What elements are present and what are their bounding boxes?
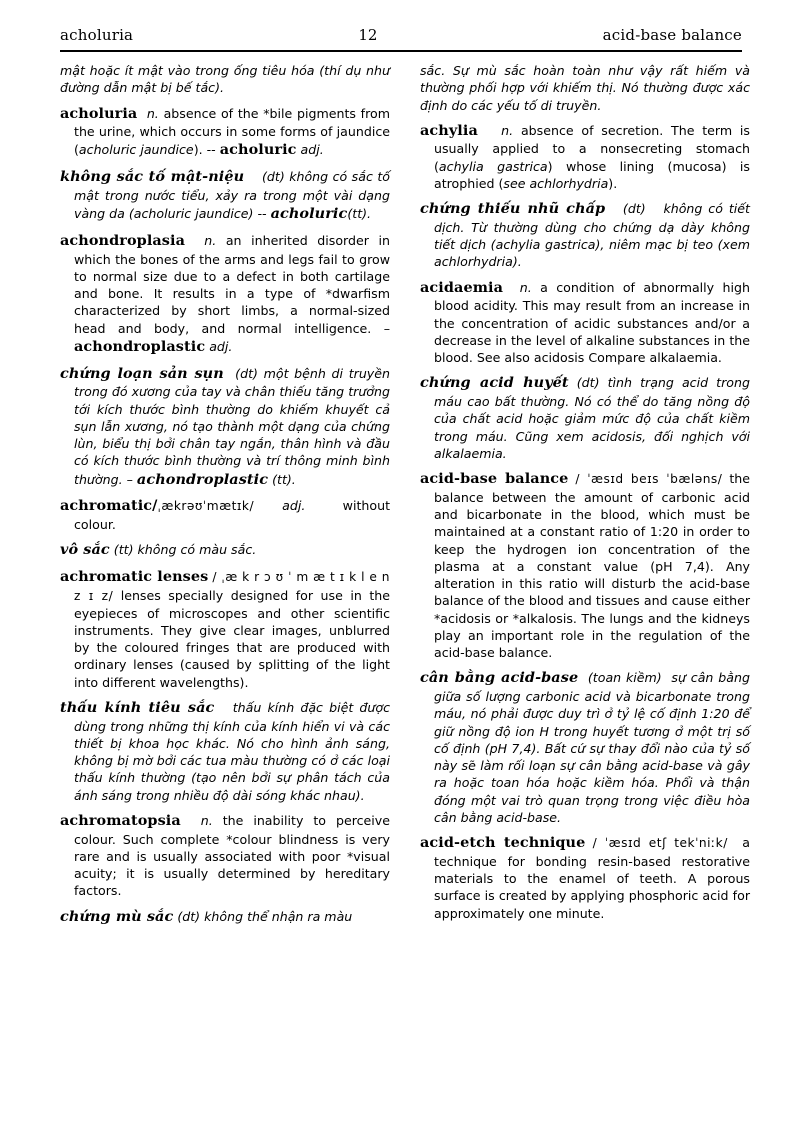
part-of-speech: (dt) bbox=[622, 201, 646, 217]
headword: chứng loạn sản sụn bbox=[60, 364, 224, 382]
column-container bbox=[60, 62, 750, 933]
entry-acidaemia bbox=[420, 278, 750, 367]
definition-text: không thể nhận ra màu bbox=[204, 908, 353, 924]
page-header bbox=[60, 26, 742, 44]
running-head-left: acholuria bbox=[60, 26, 134, 44]
entry-carryover bbox=[60, 62, 390, 97]
headword: acholuria bbox=[60, 104, 138, 122]
headword: chứng thiếu nhũ chấp bbox=[420, 200, 606, 218]
headword: acidaemia bbox=[420, 278, 504, 296]
definition-text: sự cân bằng giữa số lượng carbonic acid và bicarbonate trong máu, nó phải được duy trì ở tỷ lệ cố định 1:20 để giữ nồng độ ion H trong huyết tương ở một trị số cố định (pH 7,4). Bất cứ sự thay đổi nào của tỷ số này sẽ làm rối loạn sự cân bằng acid-base và gây ra hoặc toan hóa hoặc kiềm hóa. Phổi và thận đóng một vai trò quan trọng trong việc điều hòa cân bằng acid-base. bbox=[434, 670, 750, 825]
headword: chứng mù sắc bbox=[60, 907, 174, 925]
entry-achromatic-lenses bbox=[60, 567, 390, 691]
part-of-speech: (dt) bbox=[261, 169, 285, 185]
derived-pos: (tt). bbox=[272, 471, 296, 487]
part-of-speech: (tt) bbox=[113, 542, 134, 558]
definition-tail: ) whose lining (mucosa) is atrophied ( bbox=[434, 158, 750, 191]
derived-pos: adj. bbox=[209, 338, 233, 354]
part-of-speech: (dt) bbox=[177, 908, 201, 924]
definition-text: an inherited disorder in which the bones of the arms and legs fail to grow to normal size due to a defect in both cartilage and bone. It results in a type of *dwarfism characterized by short limbs, a normal-sized head and body, and normal intelligence. – bbox=[74, 232, 390, 336]
headword: không sắc tố mật-niệu bbox=[60, 168, 245, 186]
definition-text: lenses specially designed for use in the eyepieces of microscopes and other scientific instruments. They give clear images, unblurred by the coloured fringes that are produced with ordinary lenses (caused by splitting of the light into different wavelengths). bbox=[74, 587, 390, 690]
cross-reference: see achlorhydria bbox=[503, 175, 609, 191]
entry-achromatic bbox=[60, 496, 390, 533]
part-of-speech: n. bbox=[501, 122, 514, 138]
derived-pos: (tt). bbox=[347, 206, 372, 222]
headword: acid-etch technique bbox=[420, 834, 586, 852]
part-of-speech: n. bbox=[146, 105, 159, 121]
part-of-speech: (dt) bbox=[576, 375, 600, 391]
pronunciation: / ˌæ k r ɔ ʊ ˈ m æ t ɪ k l e n z ɪ z/ bbox=[74, 570, 390, 603]
entry-chung-mu-sac bbox=[60, 907, 390, 927]
entry-chung-acid-huyet bbox=[420, 373, 750, 462]
definition-text: một bệnh di truyền trong đó xương của tay và chân thiếu tăng trưởng tới kích thước bình thường do khiếm khuyết cả sụn lẫn xương, nó tạo thành một dạng của chứng lùn, biểu thị bởi chân tay ngắn, thân hình và đầu có kích thước bình thường và trí thông minh bình thường. – bbox=[74, 365, 390, 487]
header-rule bbox=[60, 50, 742, 52]
definition-text: absence of the *bile pigments from the urine, which occurs in some forms of jaundice ( bbox=[74, 105, 390, 158]
right-column bbox=[420, 62, 750, 933]
headword: thấu kính tiêu sắc bbox=[60, 698, 215, 716]
headword: vô sắc bbox=[60, 541, 110, 559]
entry-achylia bbox=[420, 121, 750, 192]
entry-acholuria bbox=[60, 104, 390, 161]
part-of-speech: adj. bbox=[282, 498, 306, 514]
definition-text: absence of secretion. The term is usually applied to a nonsecreting stomach ( bbox=[434, 122, 750, 174]
entry-acid-etch-technique bbox=[420, 833, 750, 922]
definition-text: không có sắc tố mật trong nước tiểu, xảy ra trong một vài dạng vàng da (acholuric jaundice) -- bbox=[74, 169, 390, 222]
entry-carryover bbox=[420, 62, 750, 114]
pronunciation: / ˈæsɪd etʃ tekˈniːk/ bbox=[592, 836, 728, 851]
definition-tail: ). -- bbox=[193, 142, 216, 158]
headword: achromatopsia bbox=[60, 811, 181, 829]
entry-achondroplasia bbox=[60, 231, 390, 357]
part-of-speech: n. bbox=[200, 812, 213, 828]
carryover-text: sắc. Sự mù sắc hoàn toàn như vậy rất hiếm và thường phối hợp với khiếm thị. Nó thường được xác định do các yếu tố di truyền. bbox=[420, 63, 750, 113]
part-of-speech: (toan kiềm) bbox=[587, 670, 662, 686]
definition-text: a condition of abnormally high blood acidity. This may result from an increase in the concentration of acidic substances and/or a decrease in the level of alkaline substances in the blood. See also acidosis Compare alkalaemia. bbox=[434, 279, 750, 366]
entry-chung-loan-san-sun bbox=[60, 364, 390, 490]
definition-text: thấu kính đặc biệt được dùng trong những thị kính của kính hiển vi và các thiết bị khoa học khác. Nó cho hình ảnh sáng, không bị mờ bởi các tua màu thường có ở các loại thấu kính thường (tạo nên bởi sự phân tách của ánh sáng trong nhiều độ dài sóng khác nhau). bbox=[74, 699, 390, 803]
headword: cân bằng acid-base bbox=[420, 669, 579, 687]
definition-text: the inability to perceive colour. Such complete *colour blindness is very rare and is usually associated with poor *visual acuity; it is usually determined by hereditary factors. bbox=[74, 812, 390, 899]
definition-text: the balance between the amount of carbonic acid and bicarbonate in the blood, which must be maintained at a constant ratio of 1:20 in order to keep the hydrogen ion concentration of the plasma at a constant value (pH 7,4). Any alteration in this ratio will disturb the acid-base balance of the blood and tissues and cause either *acidosis or *alkalosis. The lungs and the kidneys play an important role in the regulation of the acid-base balance. bbox=[434, 471, 750, 661]
definition-text: tình trạng acid trong máu cao bất thường. Nó có thể do tăng nồng độ của chất acid hoặc giảm mức độ của chất kiềm trong máu. Cũng xem acidosis, đối nghịch với alkalaemia. bbox=[434, 375, 750, 461]
derived-pos: adj. bbox=[300, 142, 324, 158]
left-column bbox=[60, 62, 390, 933]
headword: achromatic lenses bbox=[60, 568, 209, 586]
definition-text: không có tiết dịch. Từ thường dùng cho chứng dạ dày không tiết dịch (achylia gastrica), niêm mạc bị teo (xem achlorhydria). bbox=[434, 201, 750, 270]
headword: achylia bbox=[420, 121, 478, 139]
entry-chung-thieu-nhu-chap bbox=[420, 199, 750, 270]
pronunciation: ˌækrəʊˈmætɪk/ bbox=[157, 499, 255, 514]
entry-achromatopsia bbox=[60, 811, 390, 900]
definition-text: without colour. bbox=[74, 498, 391, 533]
entry-thau-kinh-tieu-sac bbox=[60, 698, 390, 804]
headword: achondroplasia bbox=[60, 231, 185, 249]
part-of-speech: n. bbox=[204, 232, 217, 248]
entry-acid-base-balance bbox=[420, 469, 750, 661]
definition-text: không có màu sắc. bbox=[137, 542, 257, 558]
derived-form: achondroplastic bbox=[74, 337, 206, 355]
pronunciation: / ˈæsɪd beɪs ˈbæləns/ bbox=[575, 472, 723, 487]
page-number: 12 bbox=[358, 26, 378, 44]
definition-italic: acholuric jaundice bbox=[78, 142, 194, 158]
derived-form: acholuric bbox=[219, 141, 297, 159]
running-head-right: acid-base balance bbox=[602, 26, 742, 44]
entry-can-bang-acid-base bbox=[420, 668, 750, 826]
entry-khong-sac-to-mat-nieu bbox=[60, 167, 390, 224]
derived-form: acholuric bbox=[270, 205, 348, 223]
headword: chứng acid huyết bbox=[420, 374, 569, 392]
headword: achromatic/ bbox=[60, 497, 158, 515]
headword: acid-base balance bbox=[420, 470, 569, 488]
carryover-text: mật hoặc ít mật vào trong ống tiêu hóa (thí dụ như đường dẫn mật bị bế tắc). bbox=[60, 63, 390, 96]
entry-vo-sac bbox=[60, 540, 390, 560]
definition-italic: achylia gastrica bbox=[438, 158, 548, 174]
derived-form: achondroplastic bbox=[136, 470, 269, 488]
definition-end: ). bbox=[608, 175, 618, 191]
part-of-speech: n. bbox=[519, 279, 532, 295]
definition-text: a technique for bonding resin-based restorative materials to the enamel of teeth. A porous surface is created by applying phosphoric acid for approximately one minute. bbox=[434, 835, 750, 921]
part-of-speech: (dt) bbox=[235, 365, 258, 381]
